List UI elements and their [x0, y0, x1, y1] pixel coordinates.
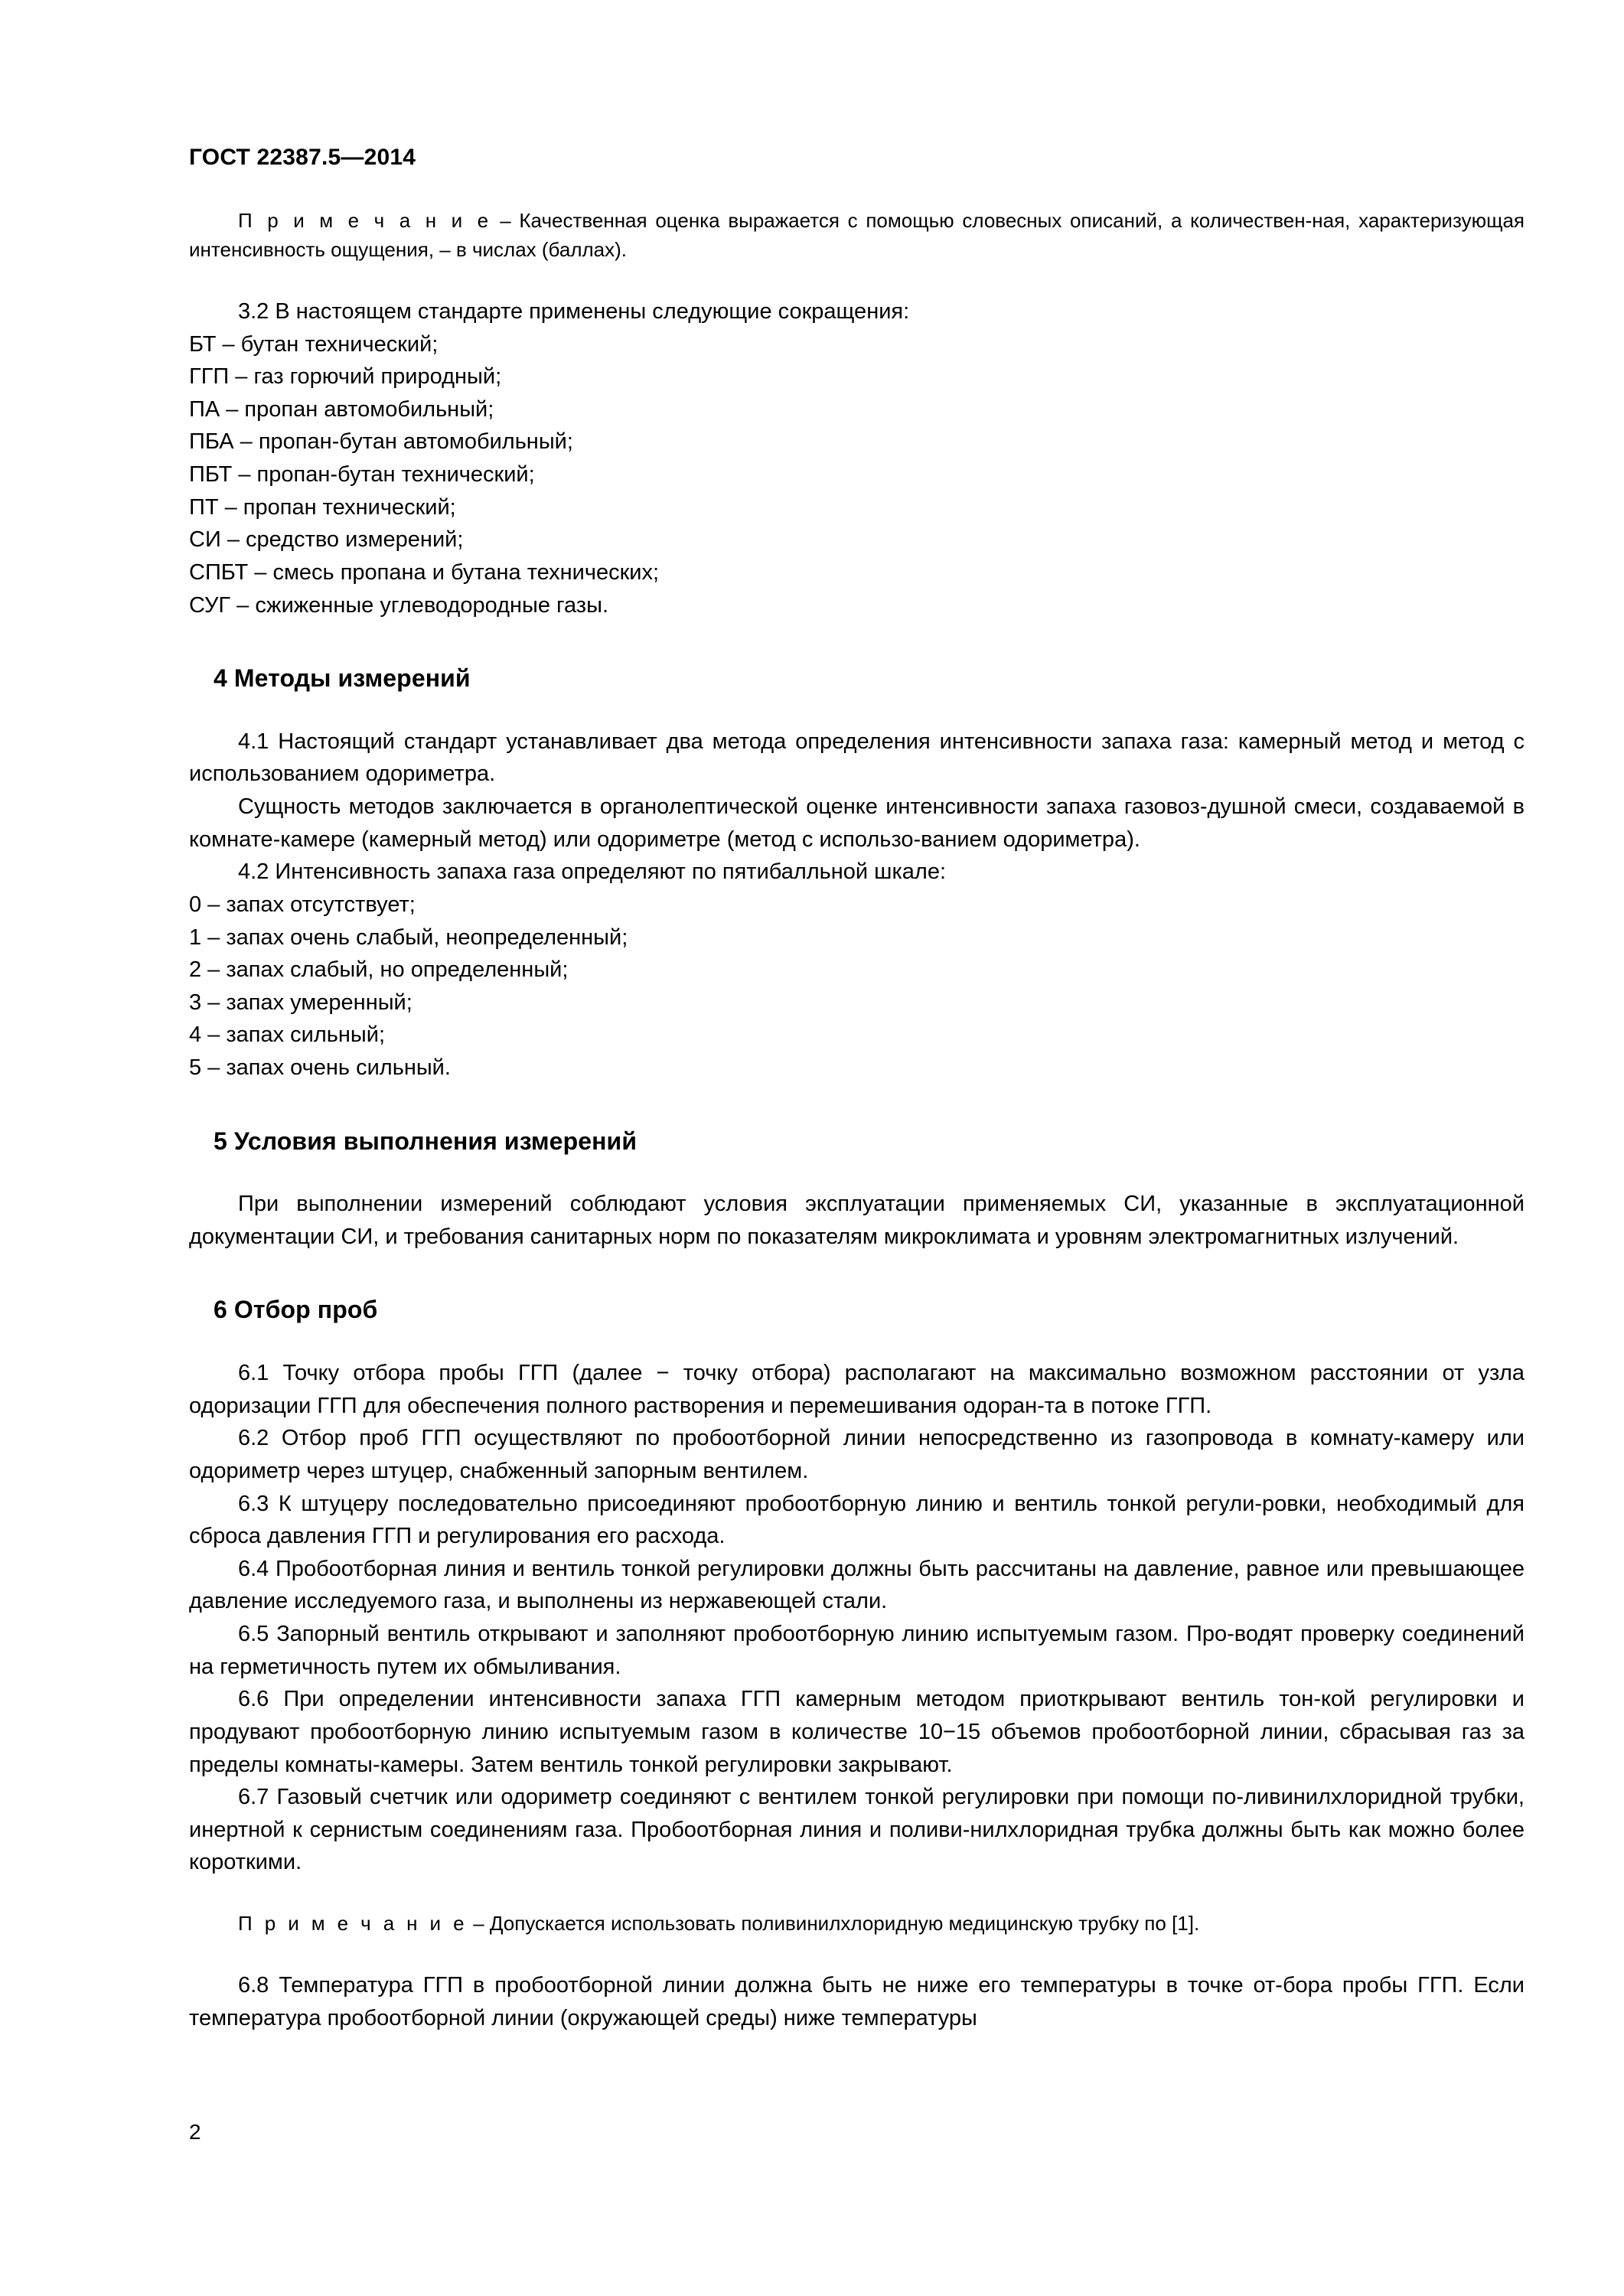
paragraph-6-2: 6.2 Отбор проб ГГП осуществляют по пробоотборной линии непосредственно из газопровода в комнату-камеру или одориметр через штуцер, снабженный запорным вентилем.	[189, 1426, 1525, 1483]
note-paragraph-section-6	[189, 1910, 1525, 1939]
abbreviation-item: ПА – пропан автомобильный;	[189, 396, 494, 422]
spacer	[189, 621, 1525, 663]
abbreviation-item: ПБТ – пропан-бутан технический;	[189, 462, 535, 488]
paragraph-6-6: 6.6 При определении интенсивности запаха ГГП камерным методом приоткрывают вентиль тон-кой регулировки и продувают пробоотборную линию испытуемым газом в количестве 10−15 объемов пробоотборной линии, сбрасывая газ за пределы комнаты-камеры. Затем вентиль тонкой регулировки закрывают.	[189, 1687, 1525, 1777]
paragraph-4-2: 4.2 Интенсивность запаха газа определяют по пятибалльной шкале:	[238, 859, 947, 885]
note-paragraph-top	[189, 207, 1525, 265]
abbreviation-item: БТ – бутан технический;	[189, 331, 439, 357]
section-heading-6: 6 Отбор проб	[214, 1296, 378, 1324]
spacer	[189, 1326, 1525, 1357]
abbreviation-item: ПБА – пропан-бутан автомобильный;	[189, 429, 573, 455]
abbreviation-item: СУГ – сжиженные углеводородные газы.	[189, 592, 608, 618]
spacer	[189, 1939, 1525, 1969]
scale-item: 4 – запах сильный;	[189, 1022, 386, 1048]
paragraph-5-body: При выполнении измерений соблюдают условия эксплуатации применяемых СИ, указанные в эксплуатационной документации СИ, и требования санитарных норм по показателям микроклимата и уровням электромагнитных излучений.	[189, 1192, 1525, 1249]
clause-3-2-block	[189, 295, 1525, 621]
paragraph-6-5: 6.5 Запорный вентиль открывают и заполняют пробоотборную линию испытуемым газом. Про-водят проверку соединений на герметичность путем их обмыливания.	[189, 1622, 1525, 1679]
note-label: П р и м е ч а н и е	[238, 1912, 468, 1936]
abbreviation-item: СПБТ – смесь пропана и бутана технических;	[189, 559, 660, 585]
spacer	[189, 695, 1525, 726]
scale-item: 2 – запах слабый, но определенный;	[189, 957, 569, 983]
section-heading-4: 4 Методы измерений	[214, 664, 471, 693]
section-heading-5: 5 Условия выполнения измерений	[214, 1127, 638, 1155]
spacer	[189, 265, 1525, 295]
document-header: ГОСТ 22387.5—2014	[189, 145, 416, 170]
spacer	[189, 1157, 1525, 1188]
spacer	[189, 1084, 1525, 1126]
paragraph-6-8: 6.8 Температура ГГП в пробоотборной линии должна быть не ниже его температуры в точке от-бора пробы ГГП. Если температура пробоотборной линии (окружающей среды) ниже температуры	[189, 1973, 1525, 2030]
paragraph-6-7: 6.7 Газовый счетчик или одориметр соединяют с вентилем тонкой регулировки при помощи по-ливинилхлоридной трубки, инертной к сернистым соединениям газа. Пробоотборная линия и поливи-нилхлоридная трубка должны быть как можно более короткими.	[189, 1785, 1525, 1875]
paragraph-6-4: 6.4 Пробоотборная линия и вентиль тонкой регулировки должны быть рассчитаны на давление, равное или превышающее давление исследуемого газа, и выполнены из нержавеющей стали.	[189, 1556, 1525, 1614]
page-number: 2	[189, 2120, 201, 2144]
scale-item: 5 – запах очень сильный.	[189, 1055, 451, 1080]
spacer	[189, 1253, 1525, 1294]
scale-item: 1 – запах очень слабый, неопределенный;	[189, 925, 628, 950]
note-label: П р и м е ч а н и е	[238, 209, 492, 232]
abbreviation-item: ПТ – пропан технический;	[189, 494, 456, 520]
page-content	[189, 144, 1525, 2034]
scale-item: 3 – запах умеренный;	[189, 990, 413, 1015]
note-text: – Допускается использовать поливинилхлоридную медицинскую трубку по [1].	[467, 1912, 1200, 1936]
spacer	[189, 1879, 1525, 1910]
note-text: – Качественная оценка выражается с помощью словесных описаний, а количествен-ная, характеризующая интенсивность ощущения, – в числах (баллах).	[189, 209, 1525, 261]
paragraph-4-1: 4.1 Настоящий стандарт устанавливает два метода определения интенсивности запаха газа: камерный метод и метод с использованием одориметра.	[189, 729, 1525, 787]
abbreviation-item: СИ – средство измерений;	[189, 527, 464, 553]
clause-3-2-intro: 3.2 В настоящем стандарте применены следующие сокращения:	[238, 298, 910, 324]
intensity-scale-list	[189, 889, 1525, 1084]
paragraph-6-1: 6.1 Точку отбора пробы ГГП (далее − точку отбора) располагают на максимально возможном расстоянии от узла одоризации ГГП для обеспечения полного растворения и перемешивания одоран-та в потоке ГГП.	[189, 1361, 1525, 1418]
paragraph-6-3: 6.3 К штуцеру последовательно присоединяют пробоотборную линию и вентиль тонкой регули-ровки, необходимый для сброса давления ГГП и регулирования его расхода.	[189, 1491, 1525, 1549]
abbreviation-item: ГГП – газ горючий природный;	[189, 364, 502, 390]
paragraph-methods-essence: Сущность методов заключается в органолептической оценке интенсивности запаха газовоз-душной смеси, создаваемой в комнате-камере (камерный метод) или одориметре (метод с использо-ванием одориметра).	[189, 794, 1525, 852]
scale-item: 0 – запах отсутствует;	[189, 892, 416, 917]
